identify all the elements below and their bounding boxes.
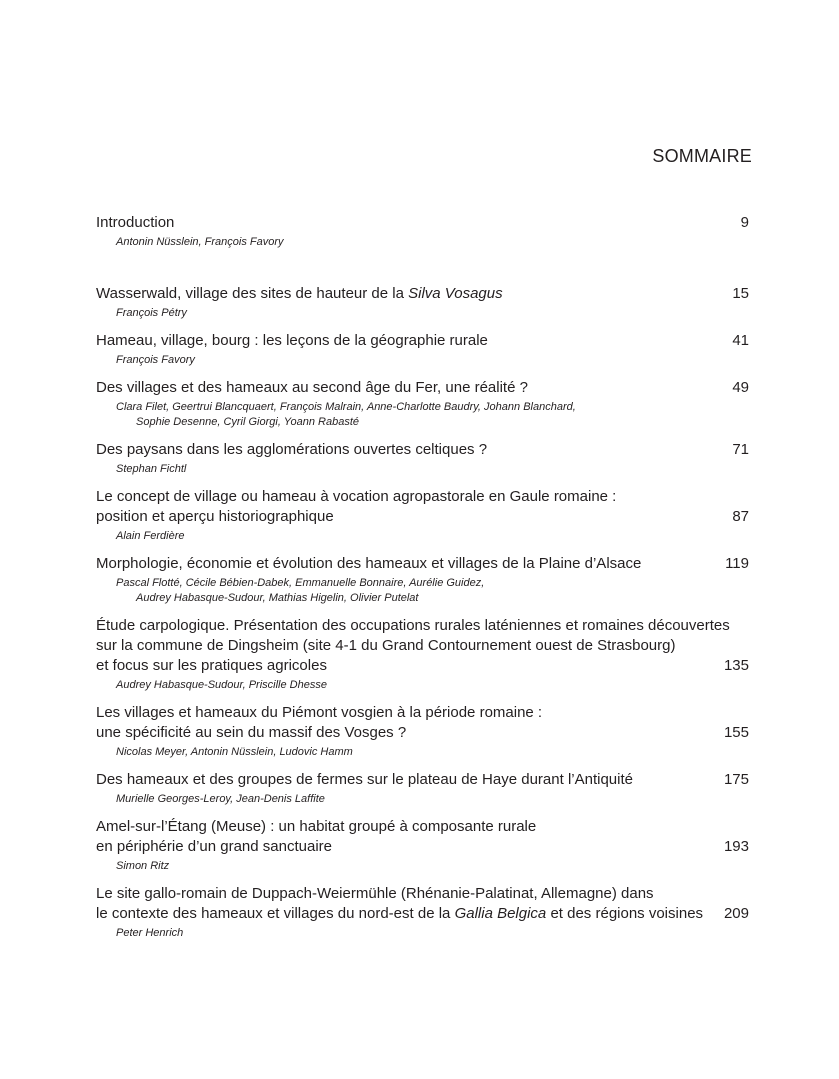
author-line: Sophie Desenne, Cyril Giorgi, Yoann Rabasté (136, 416, 359, 428)
toc-title-segment: Étude carpologique. Présentation des occupations rurales laténiennes et romaines découvertes (96, 617, 730, 634)
toc-title-line (96, 616, 730, 636)
toc-title-segment: Amel-sur-l’Étang (Meuse) : un habitat groupé à composante rurale (96, 818, 537, 835)
toc-title-segment: et focus sur les pratiques agricoles (96, 657, 327, 674)
toc-entry-title (96, 770, 749, 790)
toc-title-segment: sur la commune de Dingsheim (site 4-1 du Grand Contournement ouest de Strasbourg) (96, 637, 676, 654)
toc-entry-authors (116, 678, 749, 693)
toc-entry-title (96, 213, 749, 233)
page-title: SOMMAIRE (652, 146, 752, 166)
toc-title-segment: Les villages et hameaux du Piémont vosgien à la période romaine : (96, 704, 543, 721)
toc-page-number: 119 (725, 555, 749, 572)
toc-page-number: 87 (732, 508, 749, 525)
toc-entry[interactable] (96, 817, 749, 874)
toc-page-number: 209 (723, 905, 749, 922)
toc-entry-authors (116, 529, 749, 544)
toc-title-segment: Le site gallo-romain de Duppach-Weiermühle (Rhénanie-Palatinat, Allemagne) dans (96, 885, 654, 902)
author-line: Peter Henrich (116, 927, 184, 939)
toc-title-segment: Hameau, village, bourg : les leçons de la géographie rurale (96, 332, 488, 349)
toc-entry-title (96, 884, 749, 924)
toc-title-segment: en périphérie d’un grand sanctuaire (96, 838, 332, 855)
toc-title-segment: et des régions voisines (546, 905, 704, 922)
toc-title-line (96, 378, 705, 398)
toc-entry[interactable] (96, 884, 749, 941)
toc-title-line (96, 770, 705, 790)
author-line: Murielle Georges-Leroy, Jean-Denis Laffite (116, 793, 325, 805)
toc-page-number: 175 (723, 771, 749, 788)
toc-entry-authors (116, 745, 749, 760)
toc-entry-authors (116, 400, 749, 430)
toc-title-segment: le contexte des hameaux et villages du nord-est de la (96, 905, 455, 922)
toc-entry-authors (116, 926, 749, 941)
toc-entry-authors (116, 306, 749, 321)
author-line: Nicolas Meyer, Antonin Nüsslein, Ludovic Hamm (116, 746, 353, 758)
toc-entry-authors (116, 353, 749, 368)
toc-entry-title (96, 817, 749, 857)
toc-entry[interactable] (96, 331, 749, 368)
toc-title-line (96, 440, 705, 460)
author-line: Stephan Fichtl (116, 463, 187, 475)
toc-page-number: 9 (740, 214, 749, 231)
toc-title-line (96, 703, 705, 723)
toc-page-number: 41 (732, 332, 749, 349)
toc-entry-title (96, 378, 749, 398)
toc-entry[interactable] (96, 616, 749, 693)
author-line: Antonin Nüsslein, François Favory (116, 236, 284, 248)
toc-entry-title (96, 331, 749, 351)
author-line: François Pétry (116, 307, 187, 319)
toc-title-line (96, 817, 705, 837)
toc-page-number: 49 (732, 379, 749, 396)
toc-title-italic-segment: Gallia Belgica (454, 905, 547, 922)
toc-entry[interactable] (96, 378, 749, 430)
author-line: Alain Ferdière (116, 530, 185, 542)
toc-entry-authors (116, 859, 749, 874)
toc-title-segment: Morphologie, économie et évolution des hameaux et villages de la Plaine d’Alsace (96, 555, 642, 572)
toc-page-number: 135 (723, 657, 749, 674)
toc-entry-authors (116, 462, 749, 477)
toc-title-segment: Des paysans dans les agglomérations ouvertes celtiques ? (96, 441, 488, 458)
toc-page-number: 71 (732, 441, 749, 458)
toc-title-segment: Introduction (96, 214, 175, 231)
toc-title-line (96, 636, 705, 656)
toc-entry-title (96, 284, 749, 304)
toc-title-segment: Wasserwald, village des sites de hauteur de la (96, 285, 409, 302)
toc-page-number: 15 (732, 285, 749, 302)
toc-title-italic-segment: Silva Vosagus (408, 285, 503, 302)
author-line: Audrey Habasque-Sudour, Priscille Dhesse (116, 679, 327, 691)
toc-entry-title (96, 487, 749, 527)
toc-entry[interactable] (96, 284, 749, 321)
toc-entry-title (96, 440, 749, 460)
toc-title-line (96, 904, 705, 924)
toc-title-line (96, 884, 705, 904)
toc-entry[interactable] (96, 213, 749, 250)
author-line: Pascal Flotté, Cécile Bébien-Dabek, Emmanuelle Bonnaire, Aurélie Guidez, (116, 577, 485, 589)
toc-title-line (96, 284, 705, 304)
toc-title-line (96, 487, 705, 507)
toc-title-line (96, 554, 705, 574)
toc-title-line (96, 507, 705, 527)
toc-title-line (96, 656, 705, 676)
toc-entry-title (96, 703, 749, 743)
toc-title-segment: Le concept de village ou hameau à vocation agropastorale en Gaule romaine : (96, 488, 617, 505)
toc-entry-authors (116, 235, 749, 250)
toc-page-number: 193 (723, 838, 749, 855)
author-line: François Favory (116, 354, 195, 366)
author-line: Simon Ritz (116, 860, 170, 872)
author-line: Audrey Habasque-Sudour, Mathias Higelin, Olivier Putelat (136, 592, 419, 604)
toc-title-segment: une spécificité au sein du massif des Vosges ? (96, 724, 407, 741)
toc-entry[interactable] (96, 703, 749, 760)
table-of-contents (96, 213, 749, 951)
toc-title-line (96, 331, 705, 351)
toc-title-line (96, 213, 705, 233)
toc-title-line (96, 837, 705, 857)
toc-entry[interactable] (96, 487, 749, 544)
toc-title-segment: Des hameaux et des groupes de fermes sur le plateau de Haye durant l’Antiquité (96, 771, 633, 788)
toc-entry[interactable] (96, 770, 749, 807)
toc-entry[interactable] (96, 554, 749, 606)
toc-entry-title (96, 554, 749, 574)
toc-entry[interactable] (96, 440, 749, 477)
toc-page-number: 155 (723, 724, 749, 741)
toc-entry-title (96, 616, 749, 676)
toc-title-segment: Des villages et des hameaux au second âge du Fer, une réalité ? (96, 379, 528, 396)
toc-entry-authors (116, 792, 749, 807)
toc-entry-authors (116, 576, 749, 606)
author-line: Clara Filet, Geertrui Blancquaert, François Malrain, Anne-Charlotte Baudry, Johann Blanchard, (116, 401, 576, 413)
toc-title-segment: position et aperçu historiographique (96, 508, 334, 525)
toc-title-line (96, 723, 705, 743)
